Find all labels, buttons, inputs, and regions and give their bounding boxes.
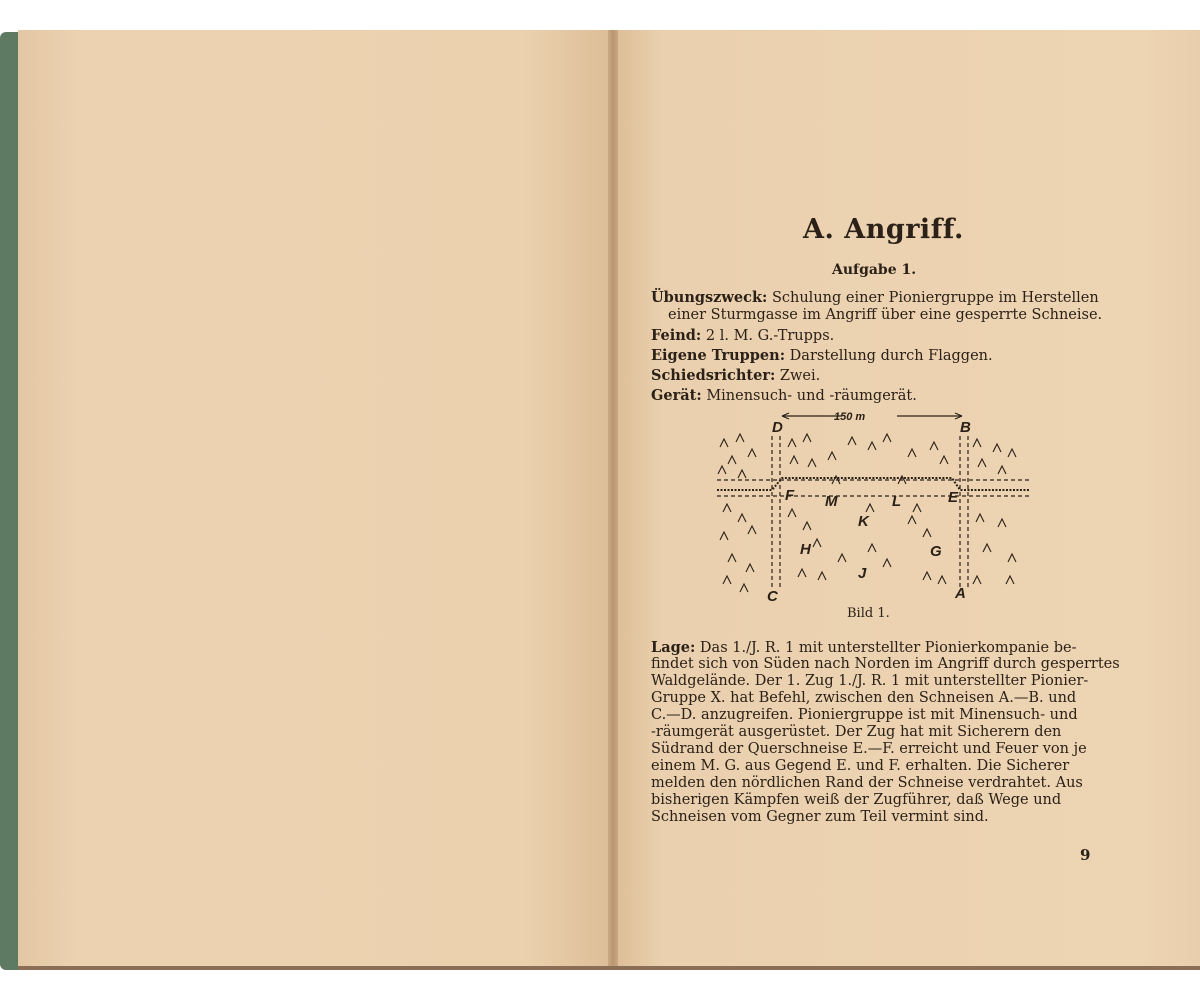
lage-line-5: C.—D. anzugreifen. Pioniergruppe ist mit Minensuch- und [651,707,1078,723]
tree-symbol [738,470,746,478]
tree-symbol [746,564,754,572]
distance-label: 150 m [834,411,866,423]
feind-line [651,326,1093,346]
lage-line-2: findet sich von Süden nach Norden im Angriff durch gesperrtes [651,656,1120,672]
feind-label: Feind: [651,327,702,344]
tree-symbol [908,449,916,457]
tree-symbol [718,466,726,474]
tree-symbol [973,439,981,447]
schiedsrichter-line [651,366,1093,386]
lage-line-8: einem M. G. aus Gegend E. und F. erhalten. Die Sicherer [651,758,1070,774]
geraet-text: Minensuch- und -räumgerät. [706,388,917,404]
tree-symbol [848,437,856,445]
point-c: C [767,588,778,605]
eigene-truppen-label: Eigene Truppen: [651,347,786,364]
tree-symbol [1008,449,1016,457]
tree-symbol [723,576,731,584]
tree-symbol [1006,576,1014,584]
lage-line-6: -räumgerät ausgerüstet. Der Zug hat mit Sicherern den [651,724,1062,740]
page-bottom-edge [18,966,1200,970]
page-title: A. Angriff. [803,214,964,245]
tree-symbol [798,569,806,577]
point-l: L [892,493,902,510]
tree-symbol [828,452,836,460]
tree-symbol [913,504,921,512]
tree-symbol [868,544,876,552]
tree-symbol [866,504,874,512]
lage-line-7: Südrand der Querschneise E.—F. erreicht und Feuer von je [651,741,1087,757]
point-k: K [858,513,869,530]
tree-symbol [993,444,1001,452]
uebungszweck-text-2: einer Sturmgasse im Angriff über eine gesperrte Schneise. [668,307,1103,323]
uebungszweck-text-1: Schulung einer Pioniergruppe im Herstellen [771,290,1099,306]
tree-symbol [923,572,931,580]
lage-line-1 [651,639,1093,657]
tree-symbol [740,584,748,592]
tree-symbol [723,504,731,512]
page-number: 9 [1080,846,1091,864]
tree-symbol [813,539,821,547]
book-gutter [608,30,618,970]
tree-symbol [973,576,981,584]
tree-symbol [736,434,744,442]
tree-symbol [808,459,816,467]
tree-symbol [998,519,1006,527]
geraet-label: Gerät: [651,387,702,404]
point-m: M [825,493,838,510]
tree-symbol [748,449,756,457]
tree-symbol [838,554,846,562]
forest-sketch-diagram [712,408,1042,608]
tree-symbol [1008,554,1016,562]
feind-text: 2 l. M. G.-Trupps. [705,328,835,344]
tree-symbol [923,529,931,537]
lage-label: Lage: [651,639,696,656]
tree-symbol [940,456,948,464]
lage-line-10: bisherigen Kämpfen weiß der Zugführer, daß Wege und [651,792,1062,808]
tree-symbol [938,576,946,584]
tree-symbol [790,456,798,464]
point-f: F [785,487,795,504]
lage-line-3: Waldgelände. Der 1. Zug 1./J. R. 1 mit unterstellter Pionier- [651,673,1089,689]
tree-symbol [976,514,984,522]
point-j: J [858,565,867,582]
tree-symbol [818,572,826,580]
task-heading: Aufgabe 1. [832,262,917,278]
eigene-truppen-text: Darstellung durch Flaggen. [789,348,993,364]
tree-symbol [720,439,728,447]
figure-caption: Bild 1. [847,606,890,621]
lage-line-11: Schneisen vom Gegner zum Teil vermint sind. [651,809,989,825]
point-g: G [930,543,942,560]
tree-symbol [978,459,986,467]
point-b: B [960,419,971,436]
eigene-truppen-line [651,346,1093,366]
tree-symbol [803,434,811,442]
tree-symbol [720,532,728,540]
tree-symbol [728,456,736,464]
point-a: A [955,585,966,602]
tree-symbol [930,442,938,450]
schiedsrichter-text: Zwei. [779,368,821,384]
tree-symbol [738,514,746,522]
tree-symbol [803,522,811,530]
tree-symbol [883,434,891,442]
point-e: E [948,489,959,506]
tree-symbol [748,526,756,534]
schiedsrichter-label: Schiedsrichter: [651,367,776,384]
tree-symbol [868,442,876,450]
point-d: D [772,419,783,436]
tree-symbol [788,509,796,517]
left-page [18,30,614,970]
tree-symbol [883,559,891,567]
tree-symbol [728,554,736,562]
uebungszweck-line [651,288,1099,308]
lage-text-1: Das 1./J. R. 1 mit unterstellter Pionierkompanie be- [699,640,1077,656]
tree-symbol [983,544,991,552]
tree-symbol [908,516,916,524]
point-h: H [800,541,811,558]
geraet-line [651,386,1093,406]
lage-line-4: Gruppe X. hat Befehl, zwischen den Schneisen A.—B. und [651,690,1077,706]
uebungszweck-label: Übungszweck: [651,289,768,306]
tree-symbol [998,466,1006,474]
lage-line-9: melden den nördlichen Rand der Schneise verdrahtet. Aus [651,775,1083,791]
tree-symbol [788,439,796,447]
